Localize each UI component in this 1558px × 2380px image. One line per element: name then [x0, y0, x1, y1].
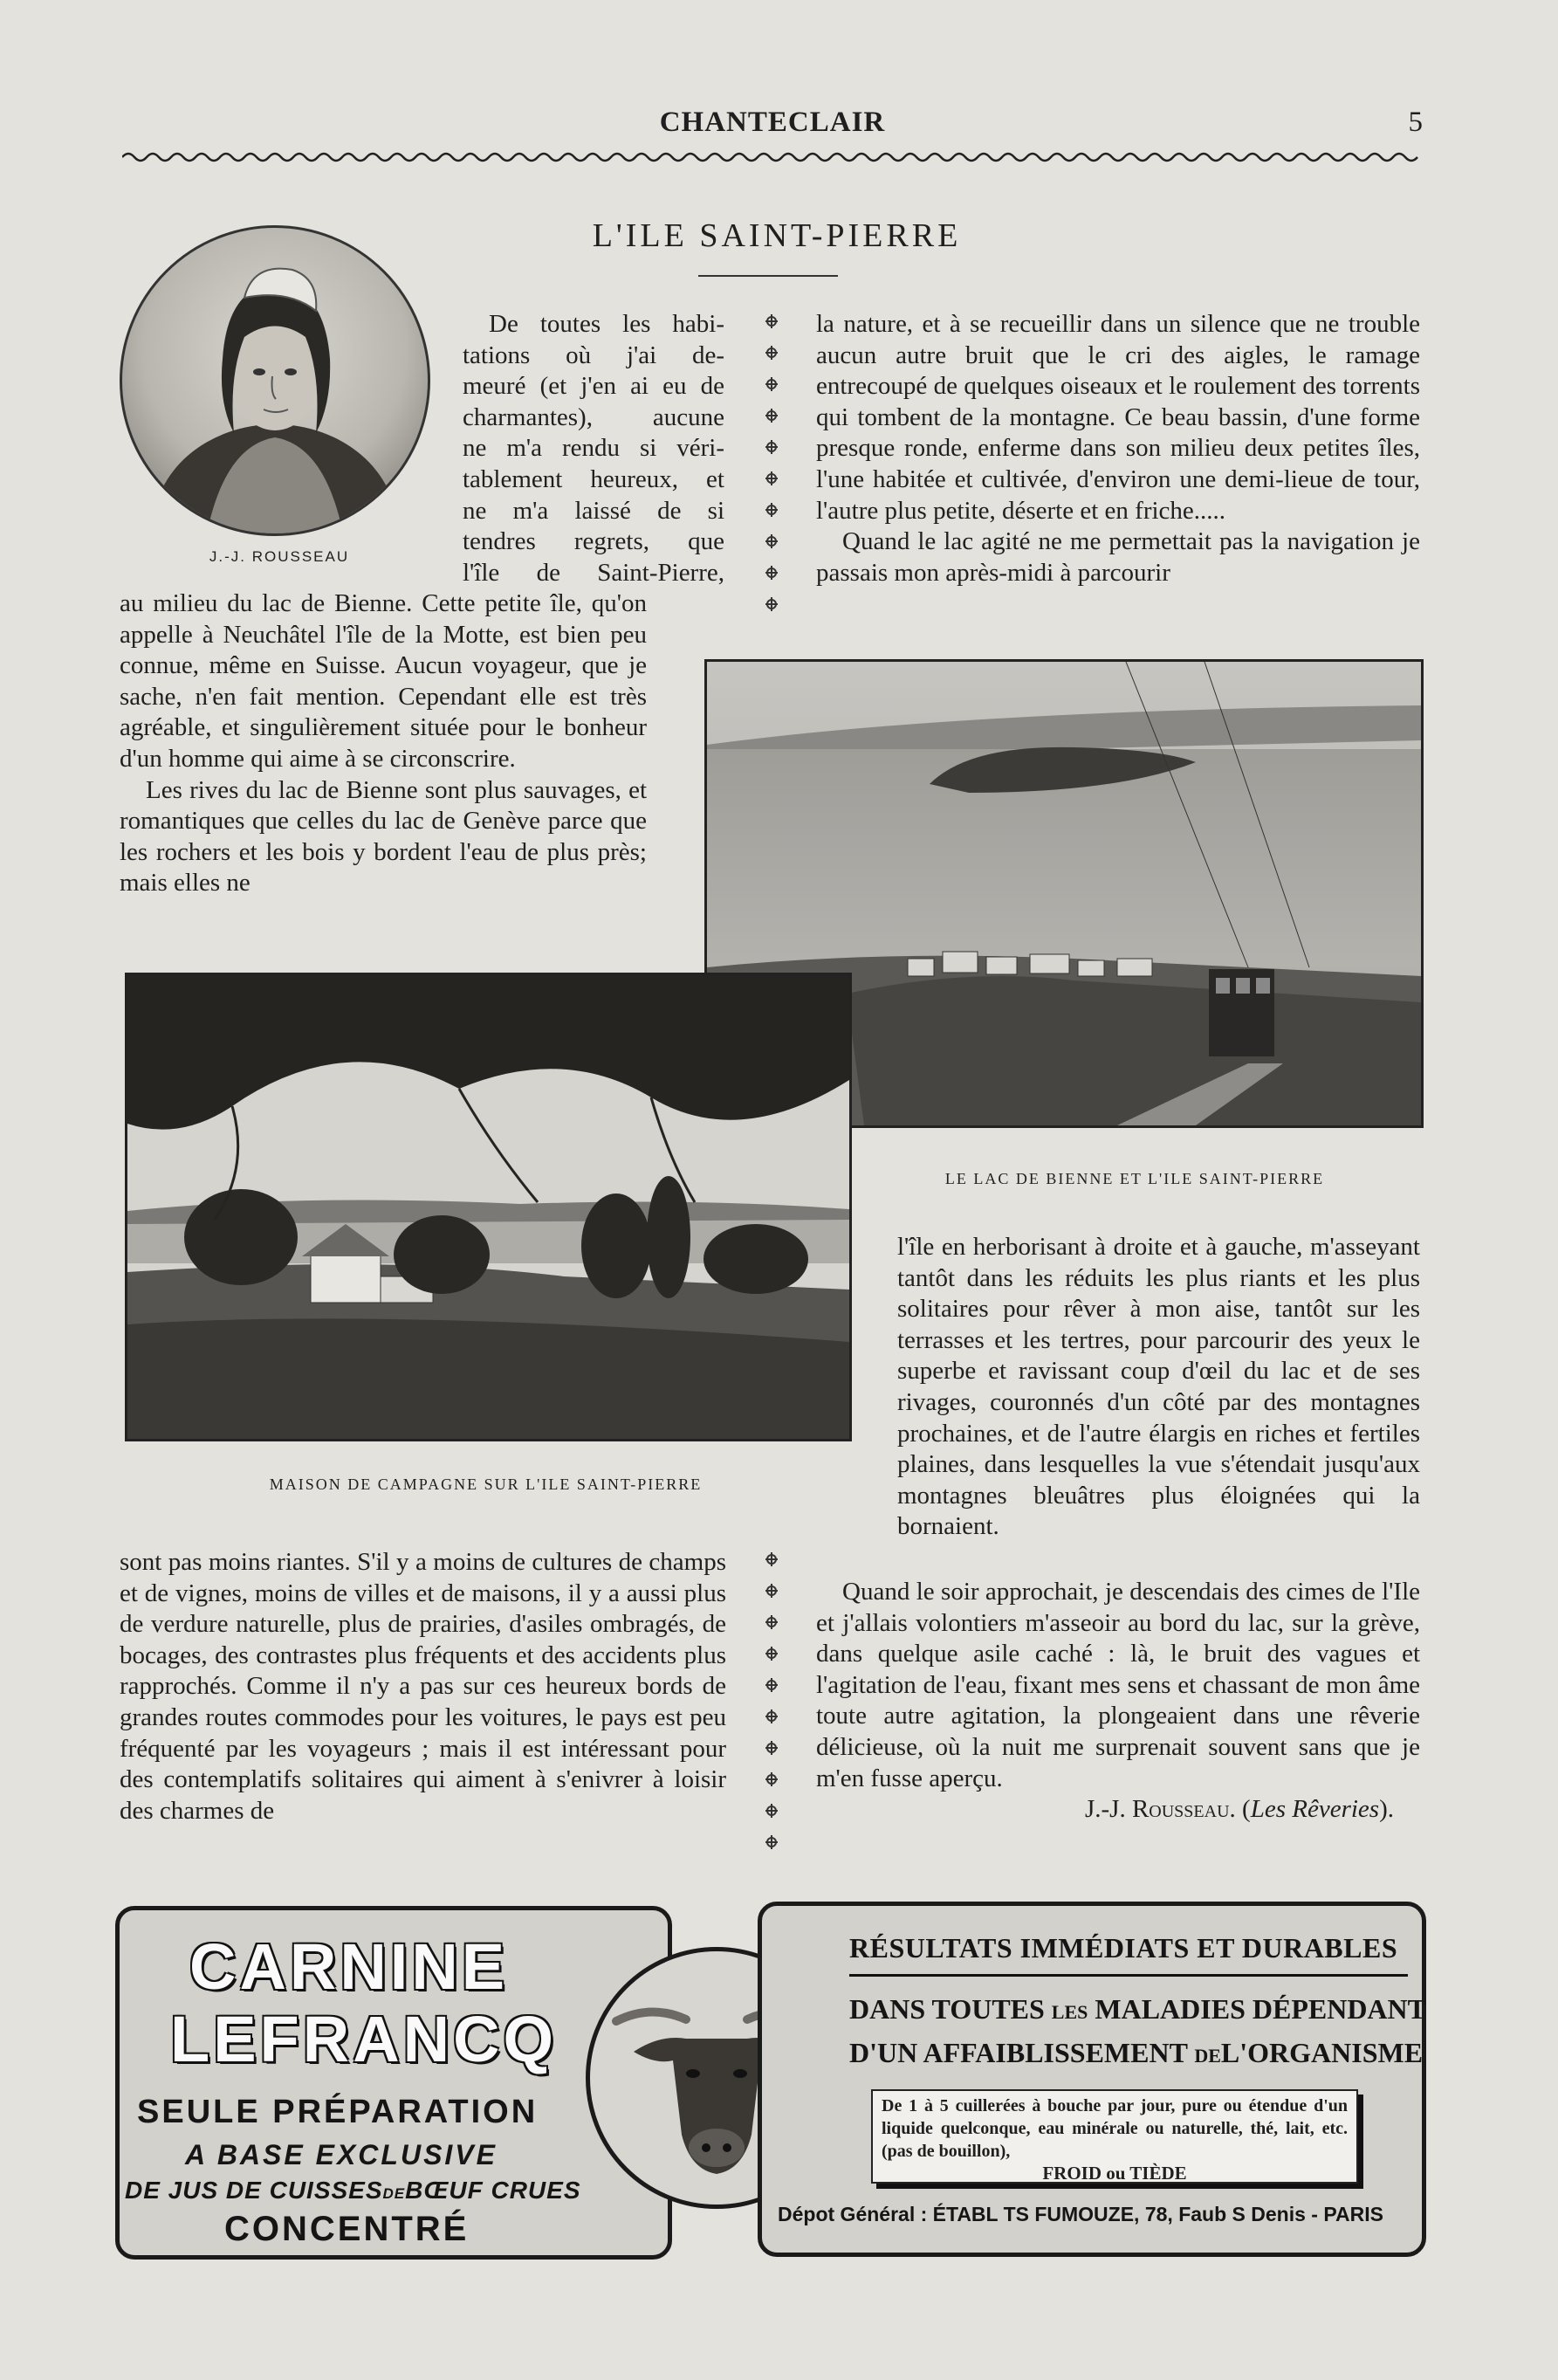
journal-title: CHANTECLAIR [659, 107, 886, 138]
ad-headline-2a: DANS TOUTES [849, 1993, 1045, 2025]
ad-headline-3c: L'ORGANISME [1220, 2037, 1424, 2068]
header-wavy-rule [122, 147, 1423, 166]
text-line: meuré (et j'en ai eu de [463, 372, 724, 401]
ad-tagline-3a: DE JUS DE CUISSES [125, 2177, 383, 2204]
ornament-column-bottom [758, 1549, 785, 1856]
ad-brand-line2: LEFRANCQ [170, 2003, 558, 2075]
text-line: tendres regrets, que [463, 527, 724, 556]
signature-author: J.-J. Rousseau. [1084, 1795, 1236, 1824]
portrait-caption: J.-J. ROUSSEAU [209, 548, 350, 565]
right-column-middle [897, 1232, 1420, 1543]
photo-country-house [125, 973, 852, 1441]
ad-results-panel [758, 1902, 1426, 2257]
paragraph: l'île en herborisant à droite et à gauche, m'asseyant tantôt dans les réduits les plus riants et les plus solitaires pour rêver à mon aise, tantôt sur les terrasses et les tertres, pour parcourir des yeux le superbe et ravissant coup d'œil du lac et de ses rivages, couronnés d'un côté par des montagnes prochaines, et de l'autre élargis en riches et fertiles plaines, dans lesquelles la vue s'étendait jusqu'aux montagnes bleuâtres plus éloignées qui la bornaient. [897, 1233, 1420, 1541]
photo-house-caption: MAISON DE CAMPAGNE SUR L'ILE SAINT-PIERRE [269, 1475, 703, 1493]
ad-dosage-temp: FROID ou TIÈDE [1042, 2163, 1187, 2184]
title-underline [698, 275, 838, 277]
text-line: charmantes), aucune [463, 402, 724, 431]
text-line: l'île de Saint-Pierre, [463, 558, 724, 587]
signature: J.-J. Rousseau. (Les Rêveries). [1084, 1795, 1394, 1824]
ad-depot-line: Dépot Général : ÉTABL TS FUMOUZE, 78, Faub S Denis - PARIS [778, 2203, 1383, 2225]
left-column-upper [120, 588, 647, 899]
text-line: tations où j'ai de- [463, 340, 724, 369]
signature-work: Les Rêveries [1250, 1795, 1380, 1824]
ornament-column-top [758, 311, 785, 618]
right-column-lower [816, 1577, 1420, 1826]
paragraph: sont pas moins riantes. S'il y a moins de cultures de champs et de vignes, moins de villes et de maisons, il y a aussi plus de verdure naturelle, plus de prairies, d'asiles ombragés, de bocages, des contrastes plus fréquents et des accidents plus rapprochés. Comme il n'y a pas sur ces heureux bords de grandes routes commodes pour les voitures, le pays est peu fréquenté par les voyageurs ; mais il est intéressant pour des contemplatifs solitaires qui aiment à s'enivrer à loisir des charmes de [120, 1548, 726, 1825]
paragraph: Quand le soir approchait, je descendais des cimes de l'Ile et j'allais volontiers m'asseoir au bord du lac, sur la grève, dans quelque asile caché : là, le bruit des vagues et l'agitation de l'eau, fixant mes sens et chassant de mon âme toute autre agitation, la plongeaient dans une rêverie délicieuse, où la nuit me surprenait souvent sans que je m'en fusse aperçu. [816, 1578, 1420, 1792]
rousseau-portrait [120, 225, 430, 536]
ad-headline-1: RÉSULTATS IMMÉDIATS ET DURABLES [849, 1932, 1398, 1964]
ad-dosage-box [871, 2089, 1358, 2184]
ad-headline-2b: LES [1051, 2001, 1088, 2023]
ad-tagline-3b: DE [382, 2185, 406, 2202]
paragraph: Les rives du lac de Bienne sont plus sauvages, et romantiques que celles du lac de Genève parce que les rochers et les bois y bordent l'eau de plus près; mais elles ne [120, 775, 647, 898]
paragraph: la nature, et à se recueillir dans un silence que ne trouble aucun autre bruit que le cri des aigles, le ramage entrecoupé de quelques oiseaux et le roulement des torrents qui tombent de la montagne. Ce beau bassin, d'une forme presque ronde, enferme dans son milieu deux petites îles, l'une habitée et cultivée, d'environ une demi-lieue de tour, l'autre plus petite, déserte et en friche..... [816, 310, 1420, 525]
photo-lake-caption: LE LAC DE BIENNE ET L'ILE SAINT-PIERRE [944, 1170, 1325, 1187]
text-line: ne m'a rendu si véri- [463, 434, 724, 463]
ad-dosage-text: De 1 à 5 cuillerées à bouche par jour, pure ou étendue d'un liquide quelconque, eau minérale ou naturelle, thé, lait, etc. (pas de bouillon), [882, 2096, 1348, 2161]
ad-headline-3a: D'UN AFFAIBLISSEMENT [849, 2037, 1188, 2068]
ad-headline-2 [849, 1993, 1426, 2026]
ad-tagline-1: SEULE PRÉPARATION [137, 2094, 539, 2130]
running-header [122, 107, 1423, 141]
left-column-lower [120, 1547, 726, 1826]
paragraph: au milieu du lac de Bienne. Cette petite île, qu'on appelle à Neuchâtel l'île de la Motte, est bien peu connue, même en Suisse. Aucun voyageur, que je sache, n'en fait mention. Cependant elle est très agréable, et singulièrement située pour le bonheur d'un homme qui aime à se circonscrire. [120, 589, 647, 773]
ad-headline-rule [849, 1974, 1408, 1977]
ad-tagline-3 [125, 2177, 581, 2205]
ad-headline-2c: MALADIES DÉPENDANT [1095, 1993, 1426, 2025]
ad-headline-3b: DE [1194, 2045, 1221, 2067]
ad-brand-line1: CARNINE [189, 1930, 509, 2003]
ad-tagline-2: A BASE EXCLUSIVE [185, 2139, 498, 2170]
text-beside-portrait [463, 309, 724, 588]
ad-tagline-4: CONCENTRÉ [224, 2210, 470, 2248]
text-line: De toutes les habi- [489, 310, 724, 338]
page-number: 5 [1408, 107, 1423, 138]
ad-tagline-3c: BŒUF CRUES [405, 2177, 581, 2204]
text-line: ne m'a laissé de si [463, 496, 724, 525]
ad-headline-3 [849, 2037, 1423, 2069]
text-line: tablement heureux, et [463, 464, 724, 493]
article-title: L'ILE SAINT-PIERRE [592, 217, 962, 254]
right-column-upper [816, 309, 1420, 588]
paragraph: Quand le lac agité ne me permettait pas la navigation je passais mon après-midi à parcourir [816, 527, 1420, 587]
